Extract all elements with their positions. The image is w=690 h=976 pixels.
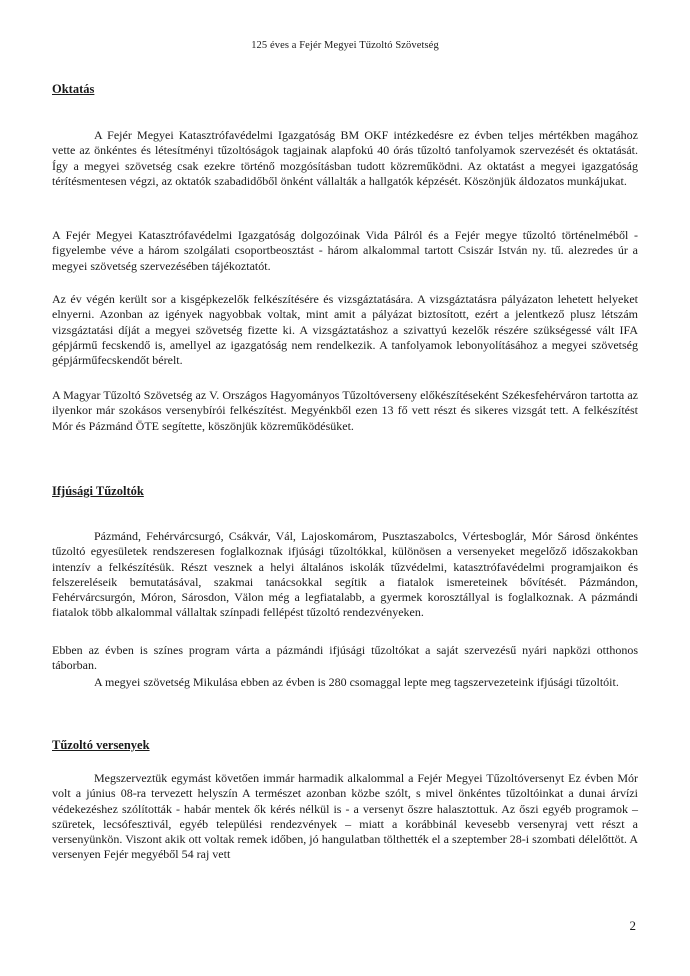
paragraph: Ebben az évben is színes program várta a pázmándi ifjúsági tűzoltókat a saját szervezésű nyári napközi otthonos táborban. xyxy=(52,643,638,673)
section-heading-ifjusagi: Ifjúsági Tűzoltók xyxy=(52,484,144,498)
section-heading-versenyek: Tűzoltó versenyek xyxy=(52,738,150,752)
running-header: 125 éves a Fejér Megyei Tűzoltó Szövetség xyxy=(251,40,439,51)
paragraph: A megyei szövetség Mikulása ebben az évben is 280 csomaggal lepte meg tagszervezeteink ifjúsági tűzoltóit. xyxy=(94,675,619,689)
paragraph: A Fejér Megyei Katasztrófavédelmi Igazgatóság BM OKF intézkedésre ez évben teljes mértékben magához vette az önkéntes és létesítményi tűzoltóságok tagjainak alapfokú 40 órás tűzoltó tanfolyamok szervezését és oktatását. Így a megyei szövetség csak ezekre történő mozgósításban tudott közreműködni. Az oktatást a megyei igazgatóság térítésmentesen végzi, az oktatók szabadidőből önként vállalták a hallgatók képzését. Köszönjük áldozatos munkájukat. xyxy=(52,128,638,188)
paragraph: A Fejér Megyei Katasztrófavédelmi Igazgatóság dolgozóinak Vida Pálról és a Fejér megye tűzoltó történelméből - figyelembe véve a három szolgálati csoportbeosztást - három alkalommal tartott Csiszár István ny. tű. alezredes úr a megyei szövetség szervezésében tájékoztatót. xyxy=(52,228,638,273)
page-number: 2 xyxy=(629,918,636,933)
paragraph: Megszerveztük egymást követően immár harmadik alkalommal a Fejér Megyei Tűzoltóversenyt Ez évben Mór volt a június 08-ra tervezett helyszín A természet azonban közbe szólt, s mivel önkéntes tűzoltóinkat a dunai árvízi védekezéshez szólították - habár mentek ők kérés nélkül is - a versenyt őszre halasztottuk. Az őszi egyéb programok – szüretek, lecsófesztivál, egyéb települési rendezvények – miatt a korábbinál kevesebb versenyraj vett részt a versenyünkön. Viszont akik ott voltak remek időben, jó hangulatban tölthették el a szeptember 28-i szombati délelőttöt. A versenyen Fejér megyéből 54 raj vett xyxy=(52,771,638,862)
section-heading-oktatas: Oktatás xyxy=(52,82,95,96)
paragraph: A Magyar Tűzoltó Szövetség az V. Országos Hagyományos Tűzoltóverseny előkészítéseként Székesfehérváron tartotta az ilyenkor már szokásos versenybírói felkészítést. Megyénkből ezen 13 fő vett részt és sikeres vizsgát tett. A felkészítést Mór és Pázmánd ÖTE segítette, köszönjük közreműködésüket. xyxy=(52,388,638,433)
paragraph: Az év végén került sor a kisgépkezelők felkészítésére és vizsgáztatására. A vizsgáztatásra pályázaton lehetett helyeket elnyerni. Azonban az igények nagyobbak voltak, mint amit a pályázat biztosított, ezért a jelentkező plusz létszám vizsgáztatási díját a megyei szövetség fizette ki. A vizsgáztatáshoz a szivattyú kezelők részére szükségessé vált IFA gépjármű fecskendő is, amellyel az igazgatóság nem rendelkezik. A tanfolyamok lebonyolításához a megyei szövetség gépjárműfecskendőt bérelt. xyxy=(52,292,638,368)
paragraph: Pázmánd, Fehérvárcsurgó, Csákvár, Vál, Lajoskomárom, Pusztaszabolcs, Vértesboglár, Mór Sárosd önkéntes tűzoltó egyesületek rendszeresen foglalkoznak ifjúsági tűzoltókkal, különösen a versenyeket megelőző időszakokban intenzív a felkészítésük. Részt vesznek a helyi általános iskolák tűzvédelmi, katasztrófavédelmi programjaikon és felszereléseik bemutatásával, szakmai tanácsokkal segítik a fiatalok ismereteinek bővítését. Pázmándon, Fehérvárcsurgón, Móron, Sárosdon, Välon még a legfiatalabb, a gyermek korosztállyal is foglalkoznak. A pázmándi fiatalok több alkalommal vállaltak színpadi fellépést tűzoltó rendezvényeken. xyxy=(52,529,638,620)
